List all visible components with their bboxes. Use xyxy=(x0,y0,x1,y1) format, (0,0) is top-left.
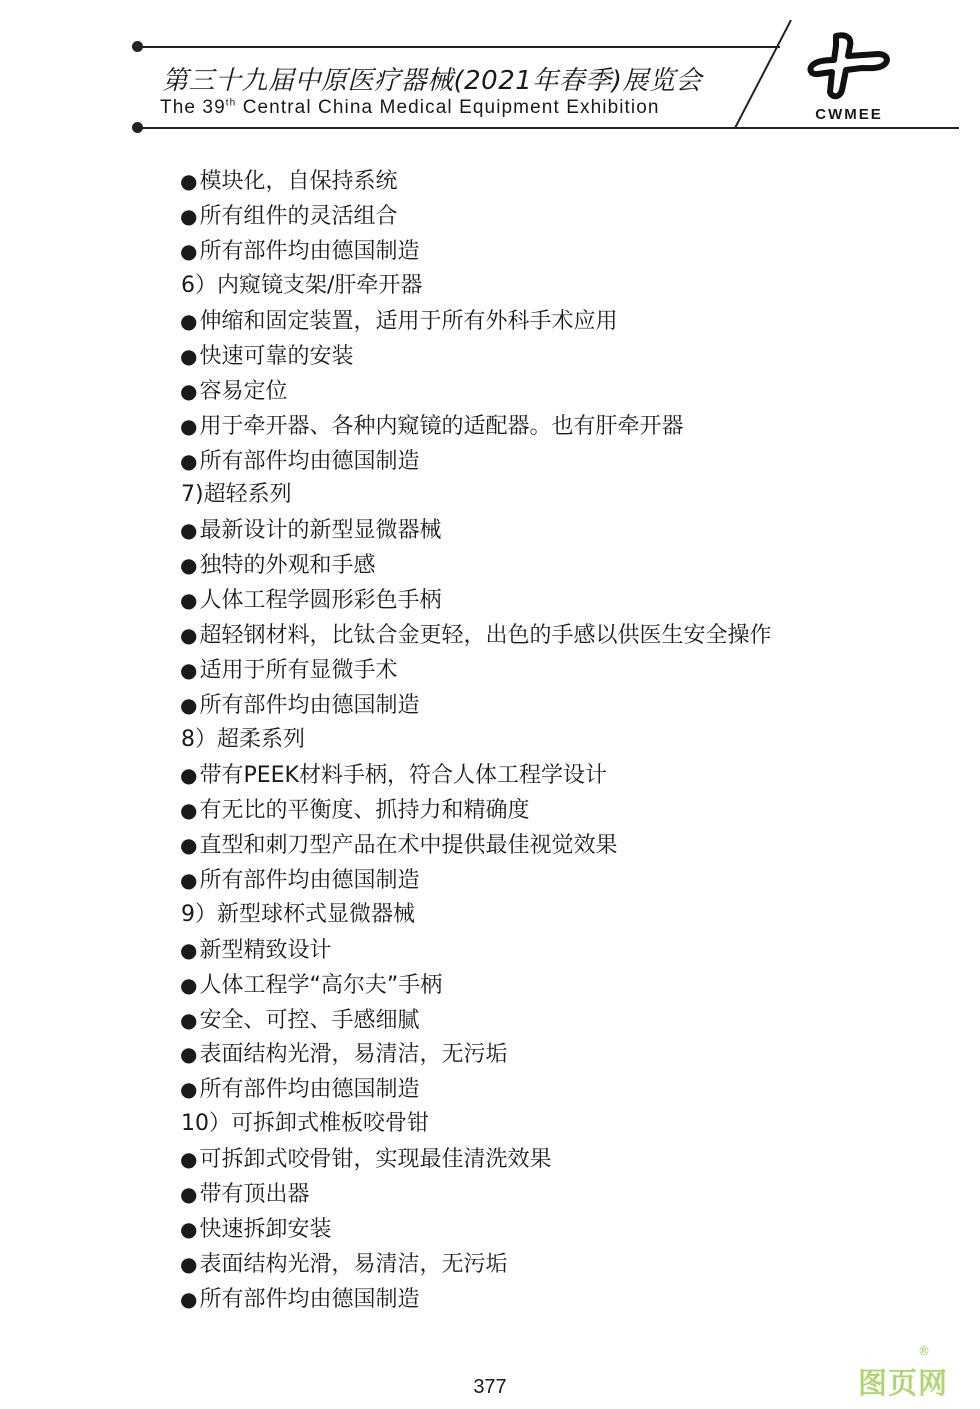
bullet-item: ● 有无比的平衡度、抓持力和精确度 xyxy=(180,793,900,828)
bullet-item: ● 带有PEEK材料手柄，符合人体工程学设计 xyxy=(180,758,900,793)
bullet-item: ● 容易定位 xyxy=(180,374,900,409)
cwmee-logo-icon xyxy=(806,32,892,100)
header-slash-divider xyxy=(733,20,793,130)
bullet-item: ● 伸缩和固定装置，适用于所有外科手术应用 xyxy=(180,304,900,339)
bullet-item: ● 安全、可控、手感细腻 xyxy=(180,1003,900,1038)
section-heading: 6）内窥镜支架/肝牵开器 xyxy=(181,272,423,298)
bullet-item: ● 最新设计的新型显微器械 xyxy=(180,513,900,548)
bullet-item: ● 所有部件均由德国制造 xyxy=(180,234,900,269)
bullet-item: ● 所有部件均由德国制造 xyxy=(180,688,900,723)
product-feature-list xyxy=(180,164,900,1317)
page-number: 377 xyxy=(473,1376,507,1398)
header-rule-top xyxy=(137,46,780,48)
bullet-item: ● 独特的外观和手感 xyxy=(180,548,900,583)
section-heading: 7)超轻系列 xyxy=(181,482,292,508)
bullet-item: ● 适用于所有显微手术 xyxy=(180,653,900,688)
watermark-registered-mark: ® xyxy=(918,1344,930,1358)
bullet-item: ● 所有组件的灵活组合 xyxy=(180,199,900,234)
title-en-suffix: Central China Medical Equipment Exhibition xyxy=(236,97,660,118)
bullet-item: ● 快速拆卸安装 xyxy=(180,1212,900,1247)
bullet-item: ● 超轻钢材料，比钛合金更轻，出色的手感以供医生安全操作 xyxy=(180,618,900,653)
bullet-item: ● 直型和刺刀型产品在术中提供最佳视觉效果 xyxy=(180,828,900,863)
bullet-item: ● 所有部件均由德国制造 xyxy=(180,863,900,898)
title-en-ordinal: th xyxy=(225,97,237,109)
section-heading: 9）新型球杯式显微器械 xyxy=(181,901,415,927)
bullet-item: ● 表面结构光滑，易清洁，无污垢 xyxy=(180,1037,900,1072)
bullet-item: ● 快速可靠的安装 xyxy=(180,339,900,374)
cwmee-logo-text: CWMEE xyxy=(815,106,883,123)
exhibition-title-english xyxy=(160,97,730,121)
section-heading: 8）超柔系列 xyxy=(181,727,305,752)
site-watermark: 图页网 xyxy=(858,1366,949,1400)
bullet-item: ● 模块化，自保持系统 xyxy=(180,164,900,199)
title-en-prefix: The 39 xyxy=(160,97,226,118)
bullet-item: ● 所有部件均由德国制造 xyxy=(180,1072,900,1107)
bullet-item: ● 人体工程学“高尔夫”手柄 xyxy=(180,968,900,1003)
bullet-item: ● 所有部件均由德国制造 xyxy=(180,444,900,479)
bullet-item: ● 用于牵开器、各种内窥镜的适配器。也有肝牵开器 xyxy=(180,409,900,444)
bullet-item: ● 带有顶出器 xyxy=(180,1177,900,1212)
bullet-item: ● 表面结构光滑，易清洁，无污垢 xyxy=(180,1247,900,1282)
bullet-item: ● 可拆卸式咬骨钳，实现最佳清洗效果 xyxy=(180,1142,900,1177)
section-heading: 10）可拆卸式椎板咬骨钳 xyxy=(181,1111,429,1137)
header-rule-bottom xyxy=(137,127,959,129)
bullet-item: ● 人体工程学圆形彩色手柄 xyxy=(180,583,900,618)
bullet-item: ● 新型精致设计 xyxy=(180,933,900,968)
bullet-item: ● 所有部件均由德国制造 xyxy=(180,1282,900,1317)
exhibition-title-chinese: 第三十九届中原医疗器械(2021年春季)展览会 xyxy=(162,66,702,96)
